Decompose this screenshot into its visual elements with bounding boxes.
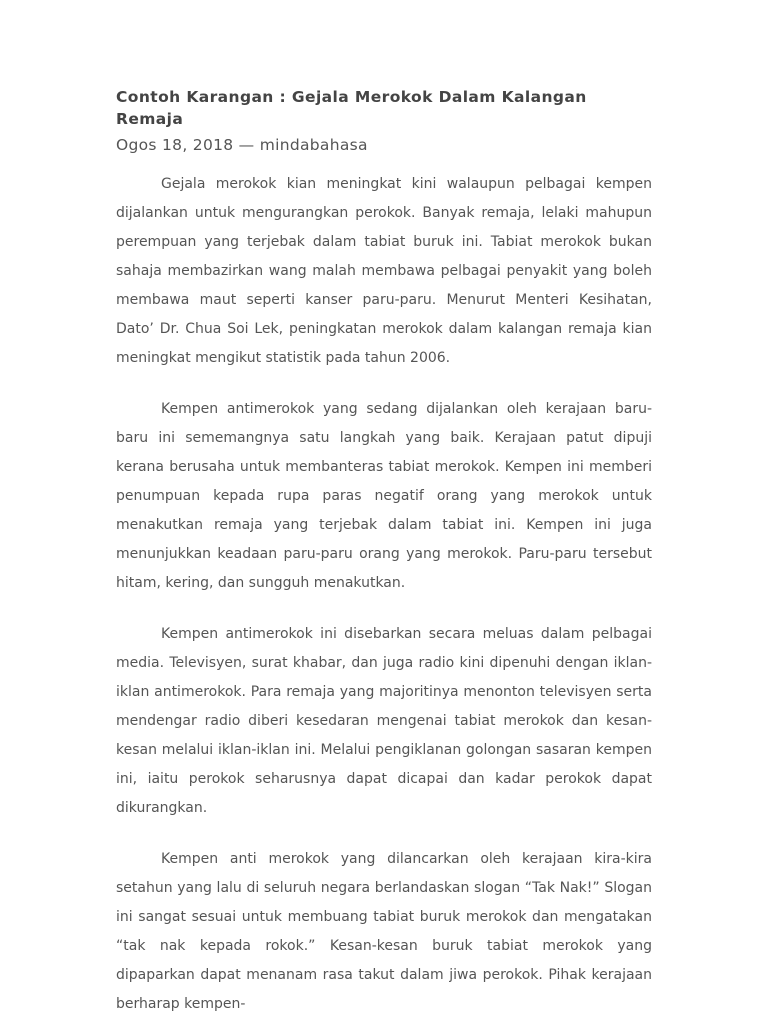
paragraph-4: Kempen anti merokok yang dilancarkan oleh kerajaan kira-kira setahun yang lalu di seluruh negara berlandaskan slogan “Tak Nak!” Slogan ini sangat sesuai untuk membuang tabiat buruk merokok dan mengatakan “tak nak kepada rokok.” Kesan-kesan buruk tabiat merokok yang dipaparkan dapat menanam rasa takut dalam jiwa perokok. Pihak kerajaan berharap kempen- (116, 851, 652, 1012)
document-body (116, 170, 652, 1019)
paragraph-2: Kempen antimerokok yang sedang dijalankan oleh kerajaan baru-baru ini sememangnya satu langkah yang baik. Kerajaan patut dipuji kerana berusaha untuk membanteras tabiat merokok. Kempen ini memberi penumpuan kepada rupa paras negatif orang yang merokok untuk menakutkan remaja yang terjebak dalam tabiat ini. Kempen ini juga menunjukkan keadaan paru-paru orang yang merokok. Paru-paru tersebut hitam, kering, dan sungguh menakutkan. (116, 401, 652, 591)
document-date-author: Ogos 18, 2018 — mindabahasa (116, 136, 368, 154)
paragraph-3: Kempen antimerokok ini disebarkan secara meluas dalam pelbagai media. Televisyen, surat khabar, dan juga radio kini dipenuhi dengan iklan-iklan antimerokok. Para remaja yang majoritinya menonton televisyen serta mendengar radio diberi kesedaran mengenai tabiat merokok dan kesan-kesan melalui iklan-iklan ini. Melalui pengiklanan golongan sasaran kempen ini, iaitu perokok seharusnya dapat dicapai dan kadar perokok dapat dikurangkan. (116, 626, 652, 816)
paragraph-1: Gejala merokok kian meningkat kini walaupun pelbagai kempen dijalankan untuk mengurangkan perokok. Banyak remaja, lelaki mahupun perempuan yang terjebak dalam tabiat buruk ini. Tabiat merokok bukan sahaja membazirkan wang malah membawa pelbagai penyakit yang boleh membawa maut seperti kanser paru-paru. Menurut Menteri Kesihatan, Dato’ Dr. Chua Soi Lek, peningkatan merokok dalam kalangan remaja kian meningkat mengikut statistik pada tahun 2006. (116, 176, 652, 366)
document-title: Contoh Karangan : Gejala Merokok Dalam Kalangan Remaja (116, 88, 587, 128)
document-page (116, 86, 652, 1019)
